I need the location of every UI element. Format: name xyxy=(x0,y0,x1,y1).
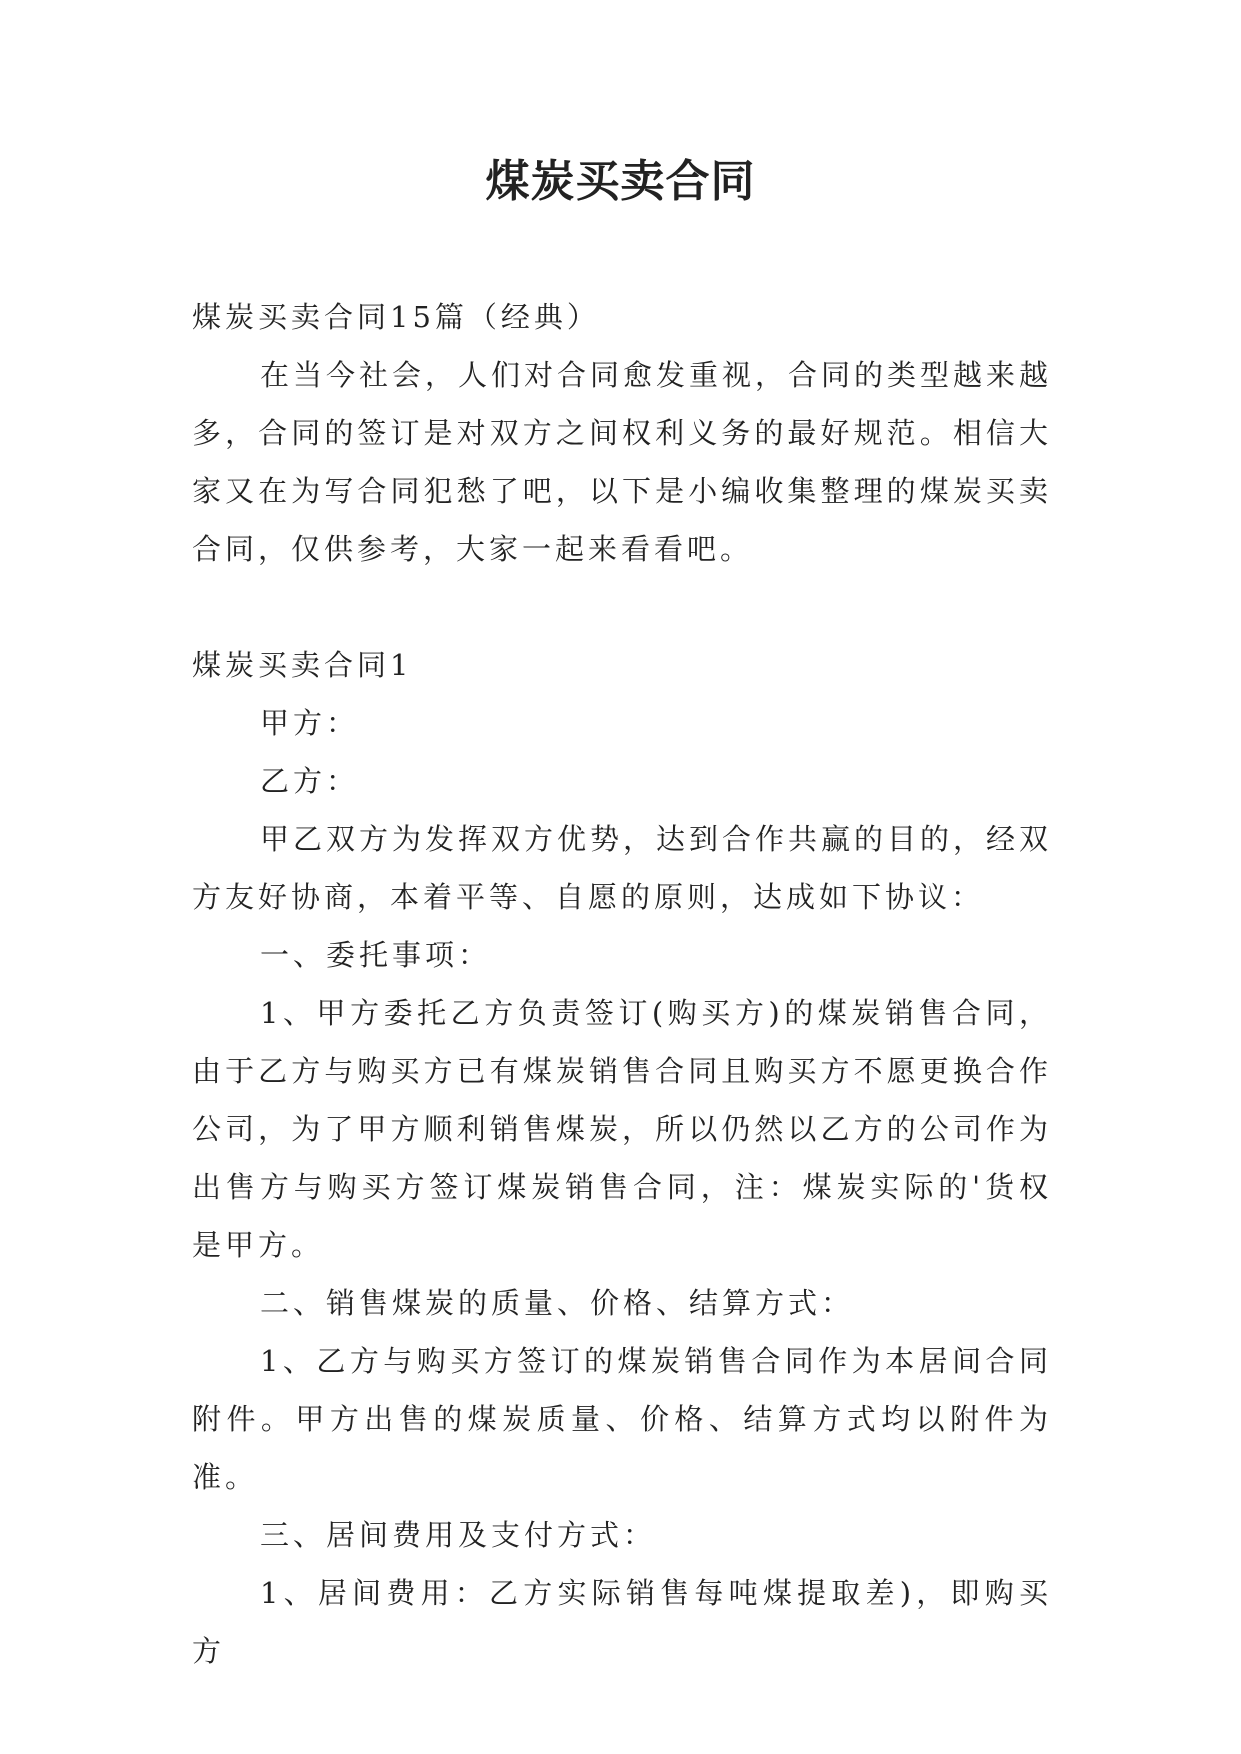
section-1-item-1: 1、甲方委托乙方负责签订(购买方)的煤炭销售合同，由于乙方与购买方已有煤炭销售合同且购买方不愿更换合作公司，为了甲方顺利销售煤炭，所以仍然以乙方的公司作为出售方与购买方签订煤炭销售合同，注：煤炭实际的'货权是甲方。 xyxy=(192,996,1052,1262)
contract-heading: 煤炭买卖合同1 xyxy=(192,648,413,682)
party-a-label: 甲方： xyxy=(260,706,360,740)
party-b-label: 乙方： xyxy=(260,764,360,798)
section-2-title: 二、销售煤炭的质量、价格、结算方式： xyxy=(260,1286,855,1320)
section-2-item-1: 1、乙方与购买方签订的煤炭销售合同作为本居间合同附件。甲方出售的煤炭质量、价格、结算方式均以附件为准。 xyxy=(192,1344,1052,1494)
intro-paragraph: 在当今社会，人们对合同愈发重视，合同的类型越来越多，合同的签订是对双方之间权利义务的最好规范。相信大家又在为写合同犯愁了吧，以下是小编收集整理的煤炭买卖合同，仅供参考，大家一起来看看吧。 xyxy=(192,358,1053,566)
section-1-title: 一、委托事项： xyxy=(260,938,492,972)
document-body xyxy=(192,288,1052,1680)
document-subtitle: 煤炭买卖合同15篇（经典） xyxy=(192,300,600,334)
section-3-title: 三、居间费用及支付方式： xyxy=(260,1518,657,1552)
document-title: 煤炭买卖合同 xyxy=(485,156,756,207)
preamble-paragraph: 甲乙双方为发挥双方优势，达到合作共赢的目的，经双方友好协商，本着平等、自愿的原则，达成如下协议： xyxy=(192,822,1053,914)
section-3-item-1: 1、居间费用：乙方实际销售每吨煤提取差)，即购买方 xyxy=(192,1576,1052,1668)
